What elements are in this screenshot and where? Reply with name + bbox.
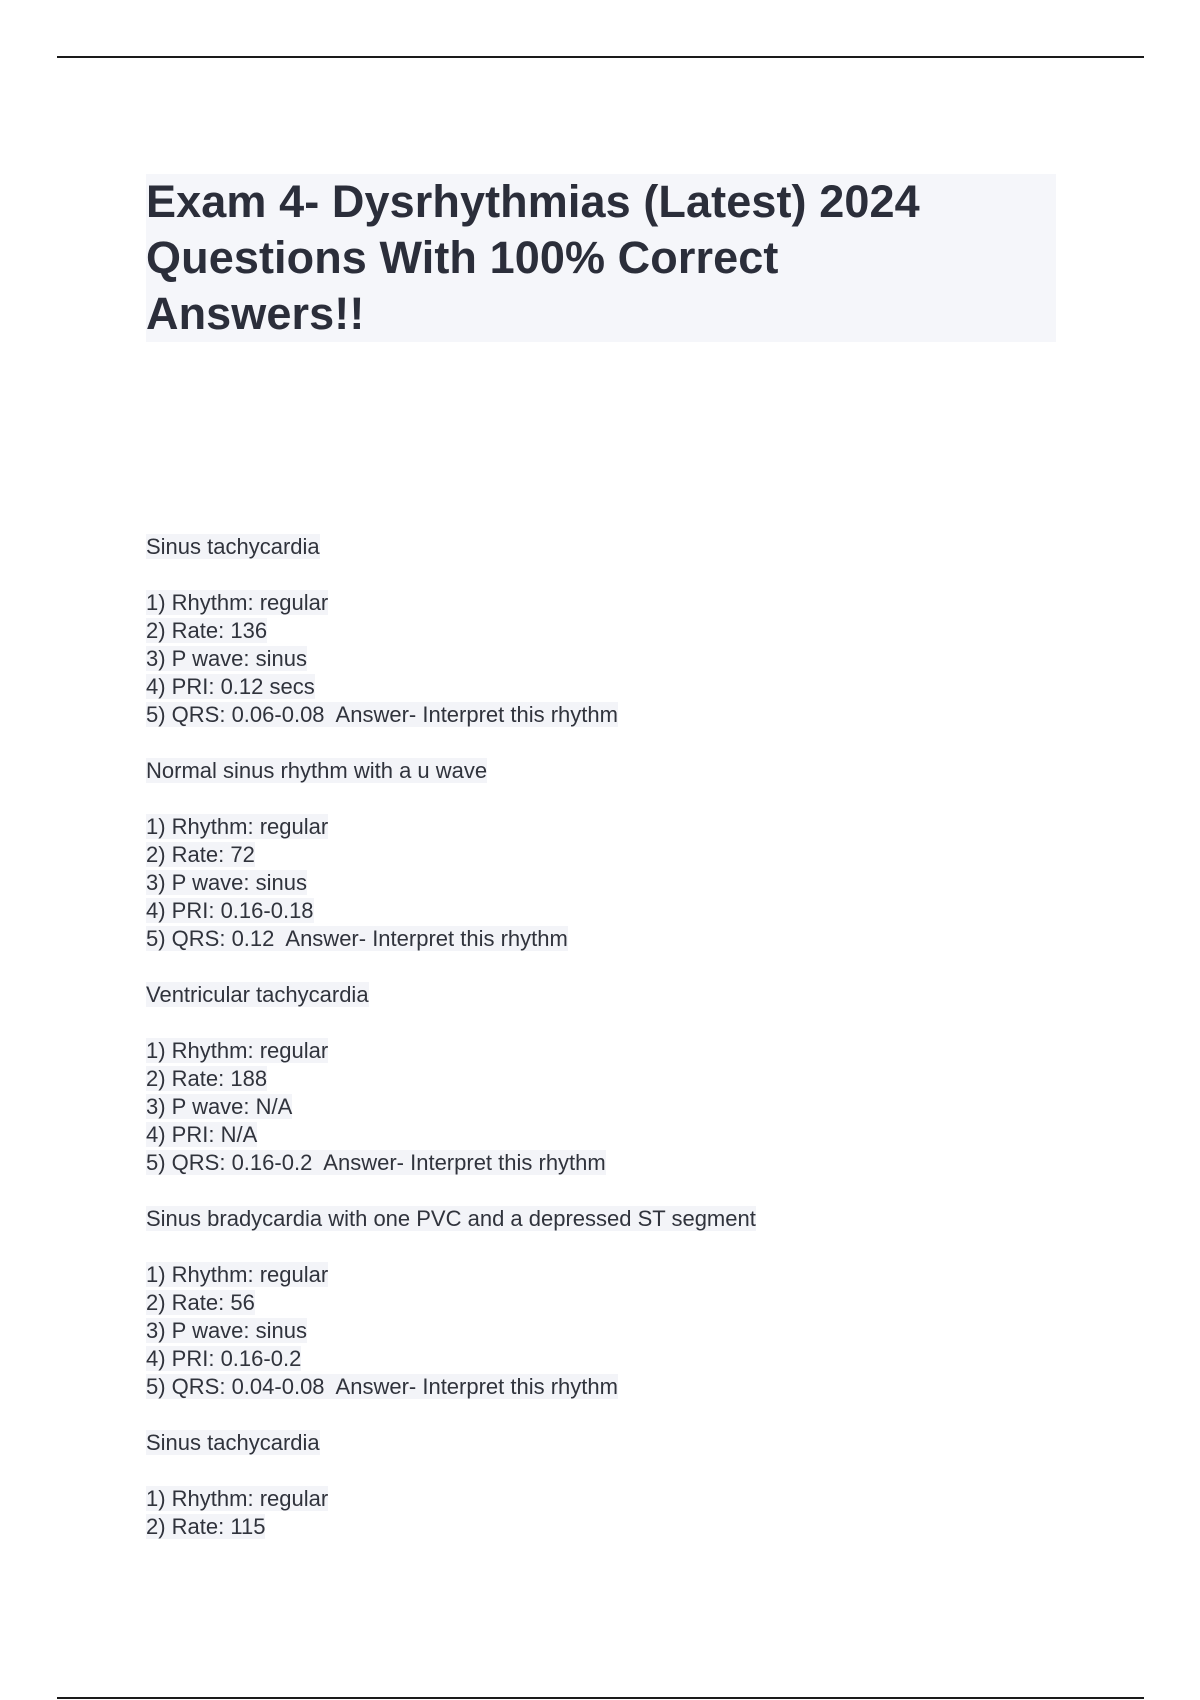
qa-term: Ventricular tachycardia: [146, 982, 369, 1007]
qa-line: 4) PRI: 0.16-0.2: [146, 1346, 302, 1371]
qa-line: 3) P wave: sinus: [146, 870, 308, 895]
qa-line: 2) Rate: 72: [146, 842, 255, 867]
qa-item: [146, 533, 1076, 729]
document-title: [146, 174, 1056, 342]
top-rule: [57, 56, 1144, 58]
qa-line: 2) Rate: 56: [146, 1290, 255, 1315]
qa-term: Sinus tachycardia: [146, 1430, 320, 1455]
qa-line: 5) QRS: 0.04-0.08 Answer- Interpret this rhythm: [146, 1374, 618, 1399]
qa-line: 2) Rate: 188: [146, 1066, 268, 1091]
qa-line: 4) PRI: 0.16-0.18: [146, 898, 314, 923]
title-line: Exam 4- Dysrhythmias (Latest) 2024: [146, 176, 920, 227]
qa-line: 1) Rhythm: regular: [146, 1038, 329, 1063]
title-line: Answers!!: [146, 288, 365, 339]
qa-item: [146, 757, 1076, 953]
qa-line: 1) Rhythm: regular: [146, 1486, 329, 1511]
qa-line: 2) Rate: 136: [146, 618, 268, 643]
qa-line: 1) Rhythm: regular: [146, 1262, 329, 1287]
title-block: [146, 174, 1056, 342]
qa-line: 1) Rhythm: regular: [146, 590, 329, 615]
qa-line: 3) P wave: sinus: [146, 646, 308, 671]
qa-line: 4) PRI: 0.12 secs: [146, 674, 315, 699]
title-line: Questions With 100% Correct: [146, 232, 779, 283]
qa-line: 3) P wave: N/A: [146, 1094, 293, 1119]
qa-item: [146, 1205, 1076, 1401]
qa-term: Sinus bradycardia with one PVC and a depressed ST segment: [146, 1206, 756, 1231]
qa-line: 3) P wave: sinus: [146, 1318, 308, 1343]
qa-line: 5) QRS: 0.16-0.2 Answer- Interpret this rhythm: [146, 1150, 606, 1175]
qa-line: 5) QRS: 0.12 Answer- Interpret this rhythm: [146, 926, 568, 951]
qa-line: 5) QRS: 0.06-0.08 Answer- Interpret this rhythm: [146, 702, 618, 727]
qa-list: [146, 533, 1076, 1569]
qa-item: [146, 1429, 1076, 1541]
qa-line: 4) PRI: N/A: [146, 1122, 258, 1147]
qa-item: [146, 981, 1076, 1177]
qa-term: Normal sinus rhythm with a u wave: [146, 758, 488, 783]
qa-term: Sinus tachycardia: [146, 534, 320, 559]
qa-line: 1) Rhythm: regular: [146, 814, 329, 839]
bottom-rule: [57, 1697, 1144, 1699]
qa-line: 2) Rate: 115: [146, 1514, 266, 1539]
